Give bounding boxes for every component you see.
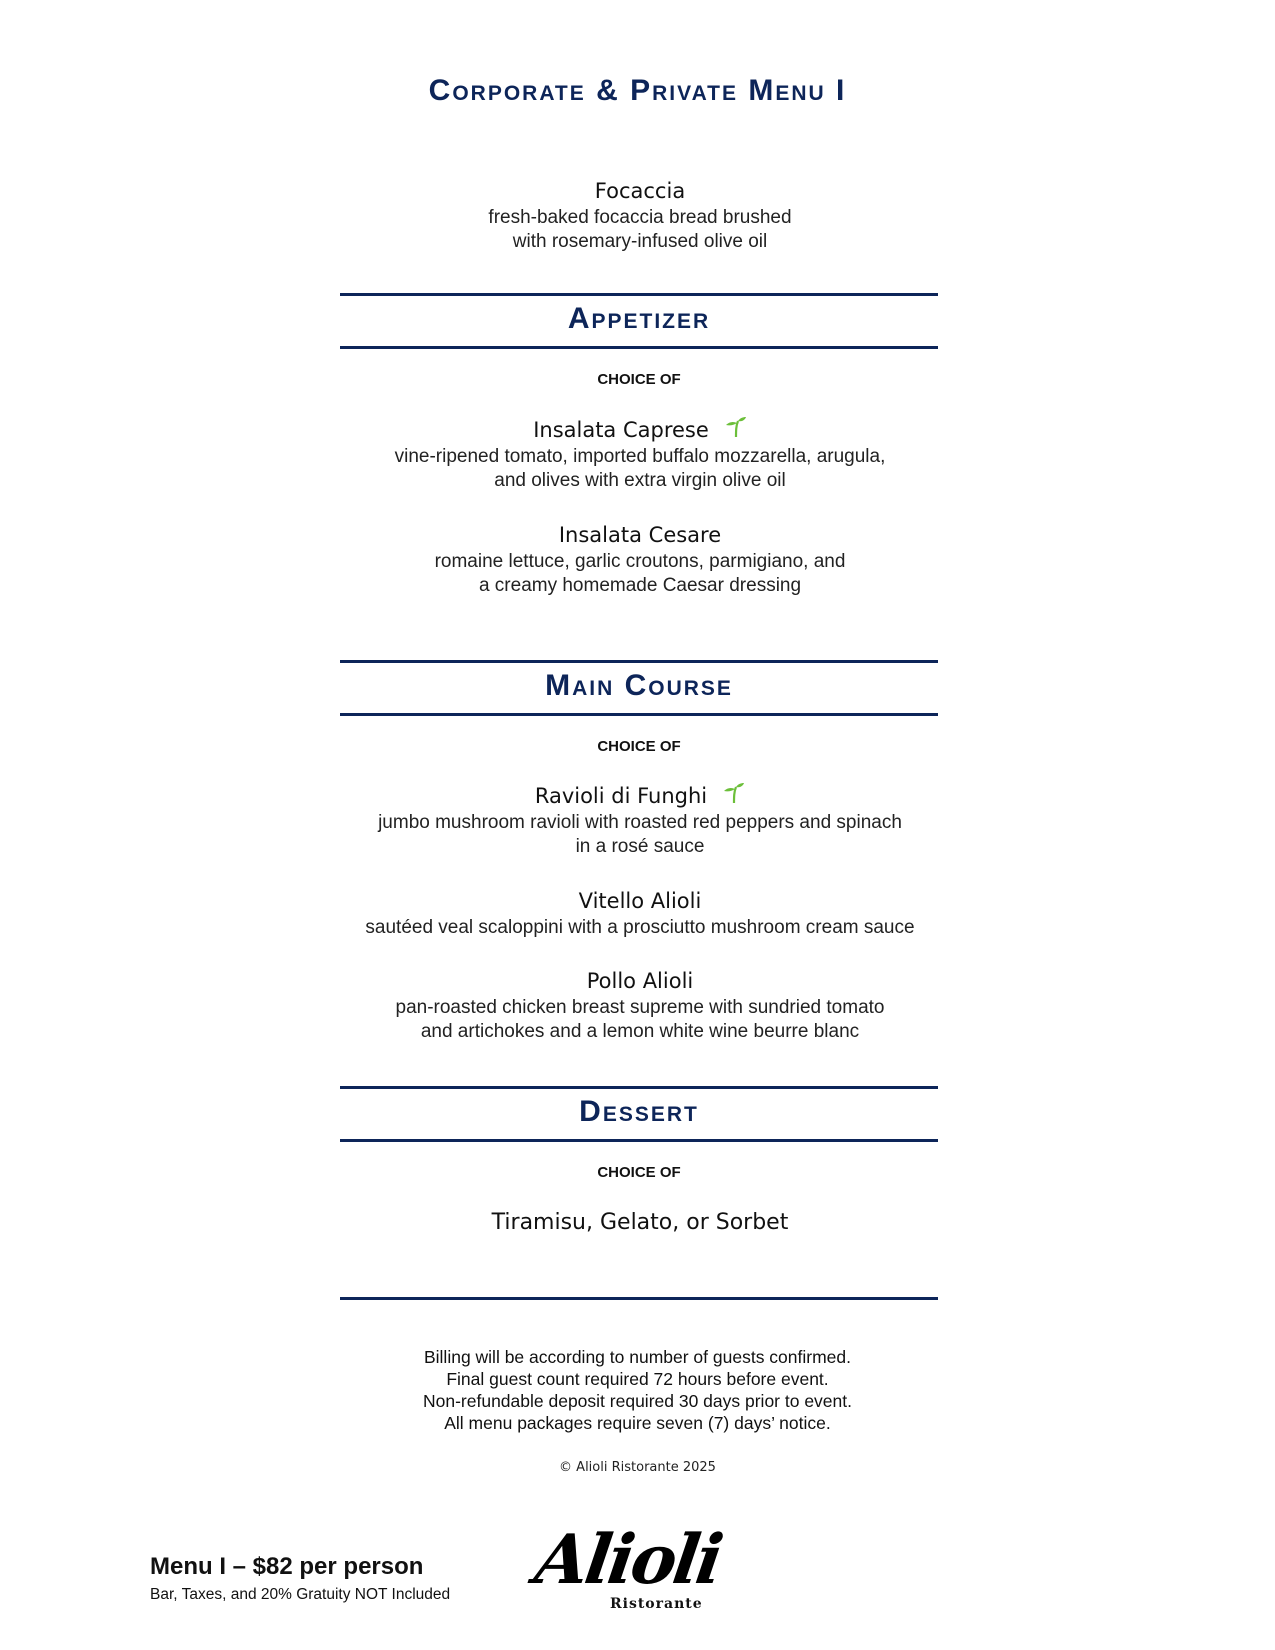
item-name: Focaccia (594, 179, 686, 203)
choice-label: CHOICE OF (597, 371, 681, 388)
item-name: Insalata Caprese (533, 418, 709, 442)
copyright: © Alioli Ristorante 2025 (559, 1460, 716, 1475)
item-name: Insalata Cesare (558, 523, 722, 547)
item-description: and artichokes and a lemon white wine beurre blanc (420, 1021, 860, 1042)
sprout-icon (721, 781, 745, 805)
item-description: with rosemary-infused olive oil (512, 231, 768, 252)
note-line: Non-refundable deposit required 30 days prior to event. (422, 1391, 852, 1411)
logo-subtitle: Ristorante (610, 1596, 703, 1612)
divider (340, 293, 938, 296)
choice-label: CHOICE OF (597, 738, 681, 755)
item-description: romaine lettuce, garlic croutons, parmigiano, and (434, 551, 846, 572)
divider (340, 1297, 938, 1300)
menu-item (320, 781, 960, 859)
menu-item (320, 966, 960, 1044)
alioli-logo (530, 1520, 736, 1620)
section-title-appetizer: Appetizer (567, 302, 711, 335)
item-description: in a rosé sauce (575, 836, 705, 857)
menu-price: Menu I – $82 per person (150, 1553, 424, 1580)
menu-item (320, 415, 960, 493)
sprout-icon (723, 415, 747, 439)
price-note: Bar, Taxes, and 20% Gratuity NOT Included (150, 1586, 451, 1603)
item-description: pan-roasted chicken breast supreme with sundried tomato (395, 997, 885, 1018)
divider (340, 346, 938, 349)
item-description: a creamy homemade Caesar dressing (478, 575, 802, 596)
item-description: fresh-baked focaccia bread brushed (488, 207, 792, 228)
item-description: vine-ripened tomato, imported buffalo mozzarella, arugula, (394, 446, 886, 467)
divider (340, 1139, 938, 1142)
bread-item (320, 176, 960, 254)
section-title-dessert: Dessert (579, 1095, 699, 1128)
item-description: and olives with extra virgin olive oil (494, 470, 786, 491)
divider (340, 660, 938, 663)
item-name: Tiramisu, Gelato, or Sorbet (491, 1210, 789, 1235)
item-name: Ravioli di Funghi (534, 784, 708, 808)
menu-item (320, 1208, 960, 1238)
divider (340, 713, 938, 716)
note-line: All menu packages require seven (7) days’ notice. (444, 1413, 831, 1433)
note-line: Final guest count required 72 hours before event. (446, 1369, 829, 1389)
menu-item (320, 520, 960, 598)
item-description: sautéed veal scaloppini with a prosciutto mushroom cream sauce (365, 917, 915, 938)
section-title-main-course: Main Course (545, 669, 733, 702)
note-line: Billing will be according to number of guests confirmed. (423, 1347, 851, 1367)
divider (340, 1086, 938, 1089)
logo-script: Alioli (530, 1520, 726, 1600)
choice-label: CHOICE OF (597, 1164, 681, 1181)
item-description: jumbo mushroom ravioli with roasted red peppers and spinach (378, 812, 902, 833)
billing-notes (0, 1346, 1275, 1434)
item-name: Pollo Alioli (586, 969, 694, 993)
page-title: Corporate & Private Menu I (428, 74, 847, 107)
menu-item (320, 886, 960, 940)
item-name: Vitello Alioli (578, 889, 702, 913)
